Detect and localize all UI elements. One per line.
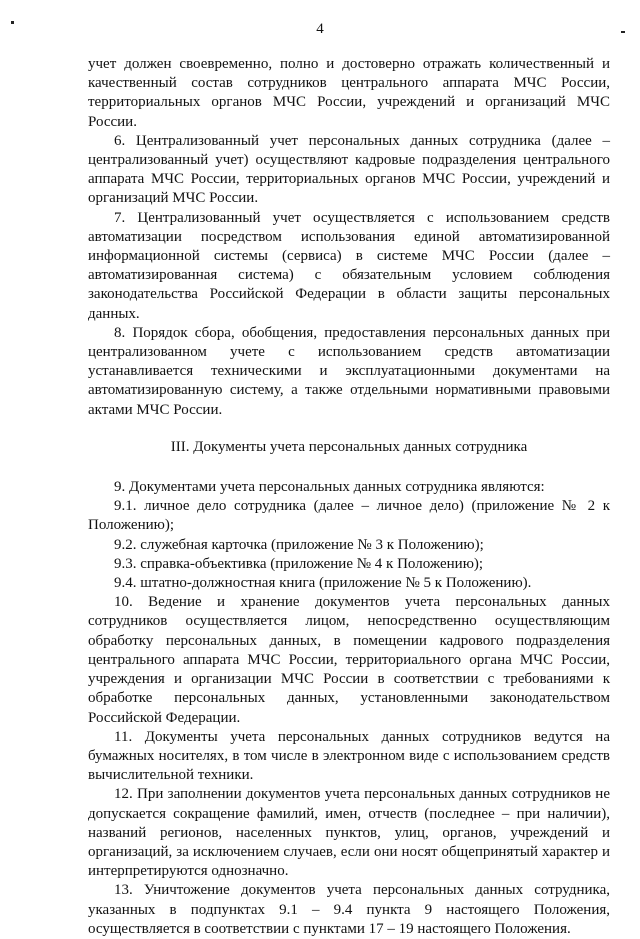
paragraph-9-3: 9.3. справка-объективка (приложение № 4 к Положению); (114, 555, 484, 572)
paragraph-8: 8. Порядок сбора, обобщения, предоставления персональных данных при централизованном учете с использованием средств автоматизации устанавливается техническими и эксплуатационными документами на автоматизированную систему, а также отдельными нормативными правовыми актами МЧС России. (88, 324, 610, 418)
paragraph-10: 10. Ведение и хранение документов учета персональных данных сотрудников осуществляется лицом, непосредственно осуществляющим обработку персональных данных, в помещении кадрового подразделения центрального аппарата МЧС России, территориального органа МЧС России, учреждения и организации МЧС России в соответствии с требованиями к обработке персональных данных, установленными законодательством Российской Федерации. (88, 594, 610, 726)
paragraph-continuation: учет должен своевременно, полно и достоверно отражать количественный и качественный состав сотрудников центрального аппарата МЧС России, территориальных органов МЧС России, учреждений и организаций МЧС России. (88, 56, 610, 130)
paragraph-6: 6. Централизованный учет персональных данных сотрудника (далее – централизованный учет) осуществляют кадровые подразделения центрального аппарата МЧС России, территориальных органов МЧС России, учреждений и организаций МЧС России. (88, 132, 610, 207)
paragraph-9-2: 9.2. служебная карточка (приложение № 3 к Положению); (114, 536, 484, 553)
paragraph-13: 13. Уничтожение документов учета персональных данных сотрудника, указанных в подпунктах 9.1 – 9.4 пункта 9 настоящего Положения, осуществляется в соответствии с пунктами 17 – 19 настоящего Положения. (88, 882, 610, 937)
paragraph-9: 9. Документами учета персональных данных сотрудника являются: (114, 479, 545, 496)
paragraph-12: 12. При заполнении документов учета персональных данных сотрудников не допускается сокращение фамилий, имен, отчеств (последнее – при наличии), названий регионов, населенных пунктов, улиц, органов, учреждений и организаций, за исключением случаев, если они носят общепринятый характер и интерпретируются однозначно. (88, 786, 610, 880)
paragraph-11: 11. Документы учета персональных данных сотрудников ведутся на бумажных носителях, в том числе в электронном виде с использованием средств вычислительной техники. (88, 728, 610, 784)
paragraph-9-1: 9.1. личное дело сотрудника (далее – личное дело) (приложение № 2 к Положению); (88, 498, 610, 534)
page-number: 4 (316, 21, 324, 37)
paragraph-9-4: 9.4. штатно-должностная книга (приложение № 5 к Положению). (114, 575, 532, 592)
paragraph-7: 7. Централизованный учет осуществляется с использованием средств автоматизации посредством использования единой автоматизированной информационной системы (сервиса) в системе МЧС России (далее – автоматизированная система) с обязательным условием соблюдения законодательства Российской Федерации в области защиты персональных данных. (88, 209, 610, 322)
document-body (88, 55, 610, 939)
section-heading: III. Документы учета персональных данных сотрудника (170, 438, 528, 455)
